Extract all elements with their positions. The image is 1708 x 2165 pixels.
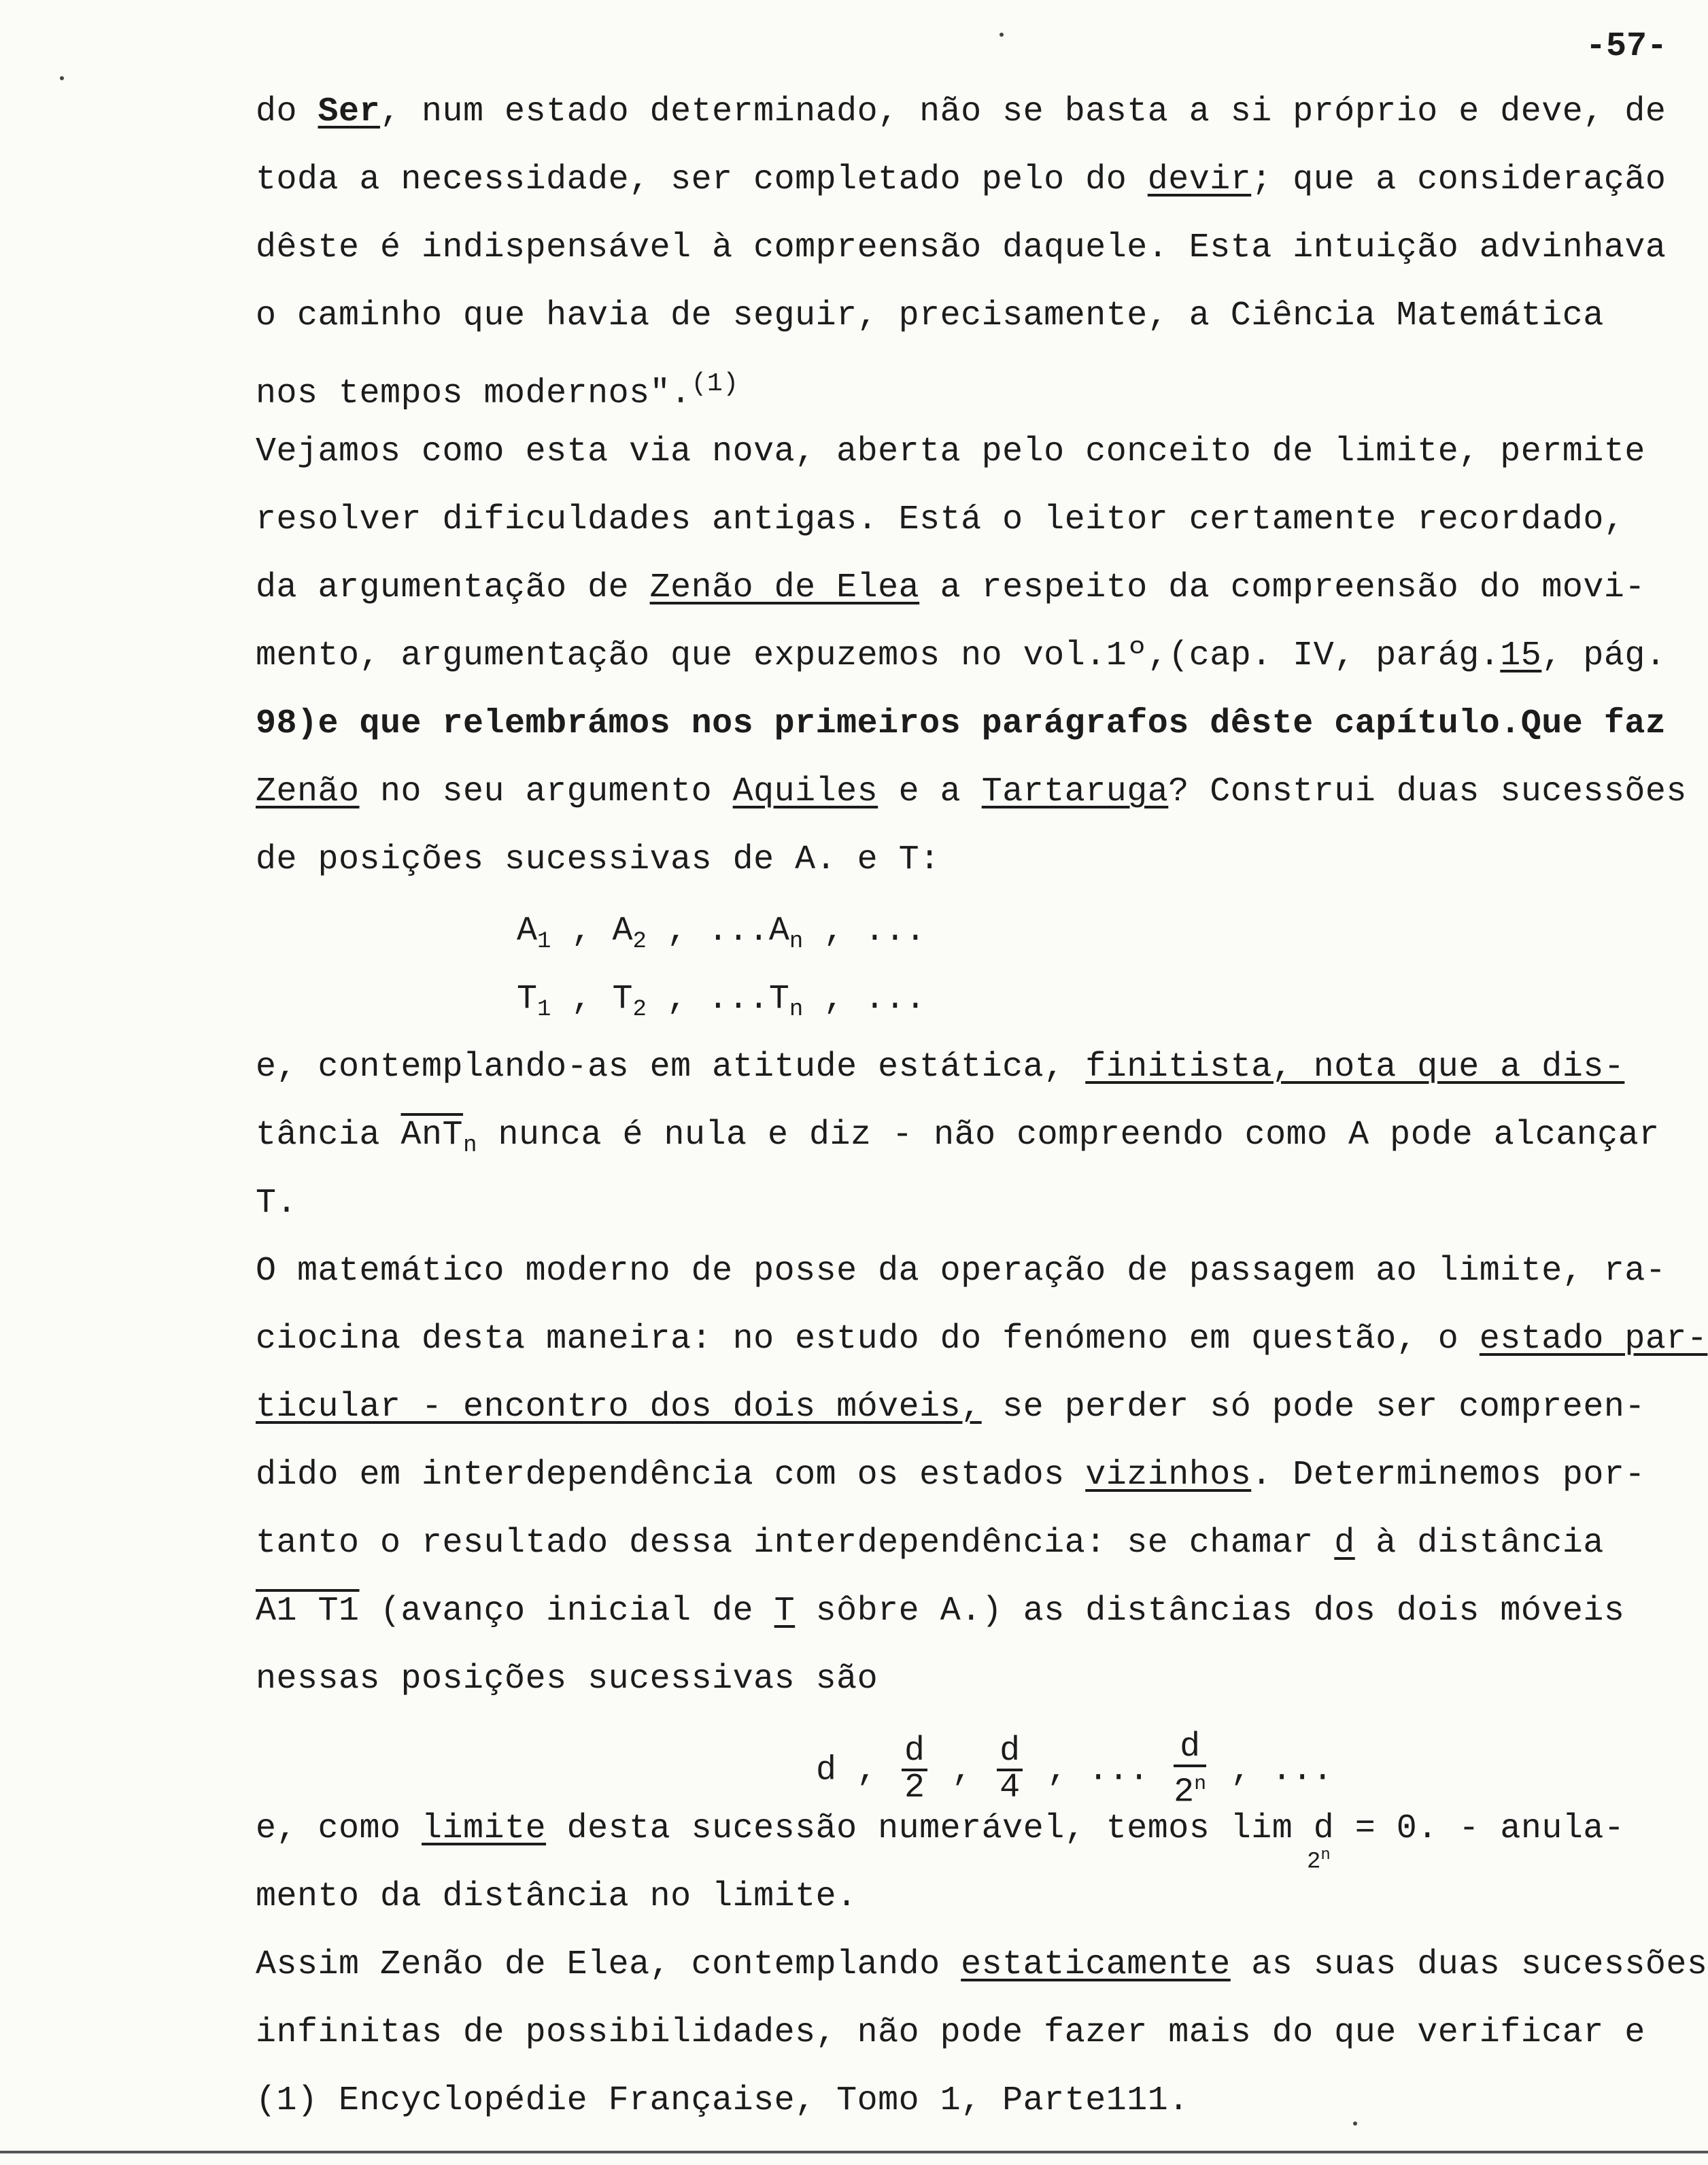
text-line: Assim Zenão de Elea, contemplando estaticamente as suas duas sucessões [256, 1945, 1708, 1984]
stain-mark [1000, 33, 1004, 37]
segment-label: A1 T1 [256, 1592, 360, 1631]
text-line: 98)e que relembrámos nos primeiros parágrafos dêste capítulo.Que faz [256, 704, 1667, 743]
text-line: toda a necessidade, ser completado pelo do devir; que a consideração [256, 160, 1667, 199]
stain-mark [1353, 2121, 1357, 2126]
text-line: mento da distância no limite. [256, 1877, 857, 1916]
underlined-term: finitista, nota que a dis- [1085, 1048, 1625, 1087]
underlined-term: Ser [318, 92, 381, 131]
footnote: (1) Encyclopédie Française, Tomo 1, Parte111. [256, 2081, 1189, 2120]
underlined-term: Tartaruga [981, 772, 1169, 811]
text-line: nessas posições sucessivas são [256, 1660, 878, 1699]
sequence-a: $A_1$ , $A_2$ , $...A_n$ , ... [517, 912, 926, 955]
underlined-term: estado par- [1479, 1320, 1708, 1359]
text-line: ciocina desta maneira: no estudo do fenómeno em questão, o estado par- [256, 1320, 1708, 1359]
underlined-term: estaticamente [961, 1945, 1231, 1984]
text-line: Vejamos como esta via nova, aberta pelo conceito de limite, permite [256, 432, 1645, 471]
underlined-term: limite [422, 1809, 547, 1848]
underlined-term: devir [1147, 160, 1252, 199]
limit-denominator: 2$^n$ [1307, 1846, 1331, 1875]
text-line: do Ser, num estado determinado, não se basta a si próprio e deve, de [256, 92, 1667, 131]
stain-mark [60, 76, 64, 80]
page-bottom-rule [0, 2151, 1708, 2153]
underlined-term: ticular - encontro dos dois móveis, [256, 1388, 982, 1427]
underlined-term: vizinhos [1085, 1456, 1252, 1495]
underlined-term: Zenão de Elea [649, 568, 920, 607]
text-line: resolver dificuldades antigas. Está o leitor certamente recordado, [256, 500, 1625, 539]
text-line: de posições sucessivas de A. e T: [256, 840, 940, 879]
text-line: Zenão no seu argumento Aquiles e a Tartaruga? Construi duas sucessões [256, 772, 1687, 811]
distance-sequence: d , $\frac{d}{2}$ , $\frac{d}{4}$ , ... $\frac{d}{2^n}$ , ... [816, 1728, 1333, 1812]
text-line: A1 T1 (avanço inicial de T sôbre A.) as distâncias dos dois móveis [256, 1592, 1625, 1631]
text-line: tância $\overline{AnT}_n$ nunca é nula e diz - não compreendo como A pode alcançar [256, 1116, 1660, 1159]
text-line: da argumentação de Zenão de Elea a respeito da compreensão do movi- [256, 568, 1645, 607]
text-line: mento, argumentação que expuzemos no vol.1º,(cap. IV, parág.15, pág. [256, 636, 1667, 675]
text-line: infinitas de possibilidades, não pode fazer mais do que verificar e [256, 2013, 1645, 2052]
underlined-term: Aquiles [732, 772, 878, 811]
sequence-t: $T_1$ , $T_2$ , $...T_n$ , ... [517, 980, 926, 1023]
footnote-ref: (1) [691, 369, 739, 398]
page-number: -57- [1585, 27, 1667, 66]
text-line: e, contemplando-as em atitude estática, finitista, nota que a dis- [256, 1048, 1625, 1087]
text-line: ticular - encontro dos dois móveis, se perder só pode ser compreen- [256, 1388, 1645, 1427]
text-line: tanto o resultado dessa interdependência: se chamar d à distância [256, 1524, 1604, 1563]
text-line: T. [256, 1184, 298, 1223]
text-line: o caminho que havia de seguir, precisamente, a Ciência Matemática [256, 296, 1604, 335]
text-line: nos tempos modernos".$^{(1)}$ [256, 369, 739, 413]
underlined-term: Zenão [256, 772, 360, 811]
text-line: O matemático moderno de posse da operação de passagem ao limite, ra- [256, 1252, 1667, 1291]
text-line: dido em interdependência com os estados vizinhos. Determinemos por- [256, 1456, 1645, 1495]
limit-expression: lim d = 0. [1230, 1809, 1438, 1848]
segment-label: $\overline{AnT}$ [400, 1116, 464, 1155]
text-line: dêste é indispensável à compreensão daquele. Esta intuição advinhava [256, 228, 1667, 267]
text-line: e, como limite desta sucessão numerável, temos lim d = 0. - anula- [256, 1809, 1625, 1848]
